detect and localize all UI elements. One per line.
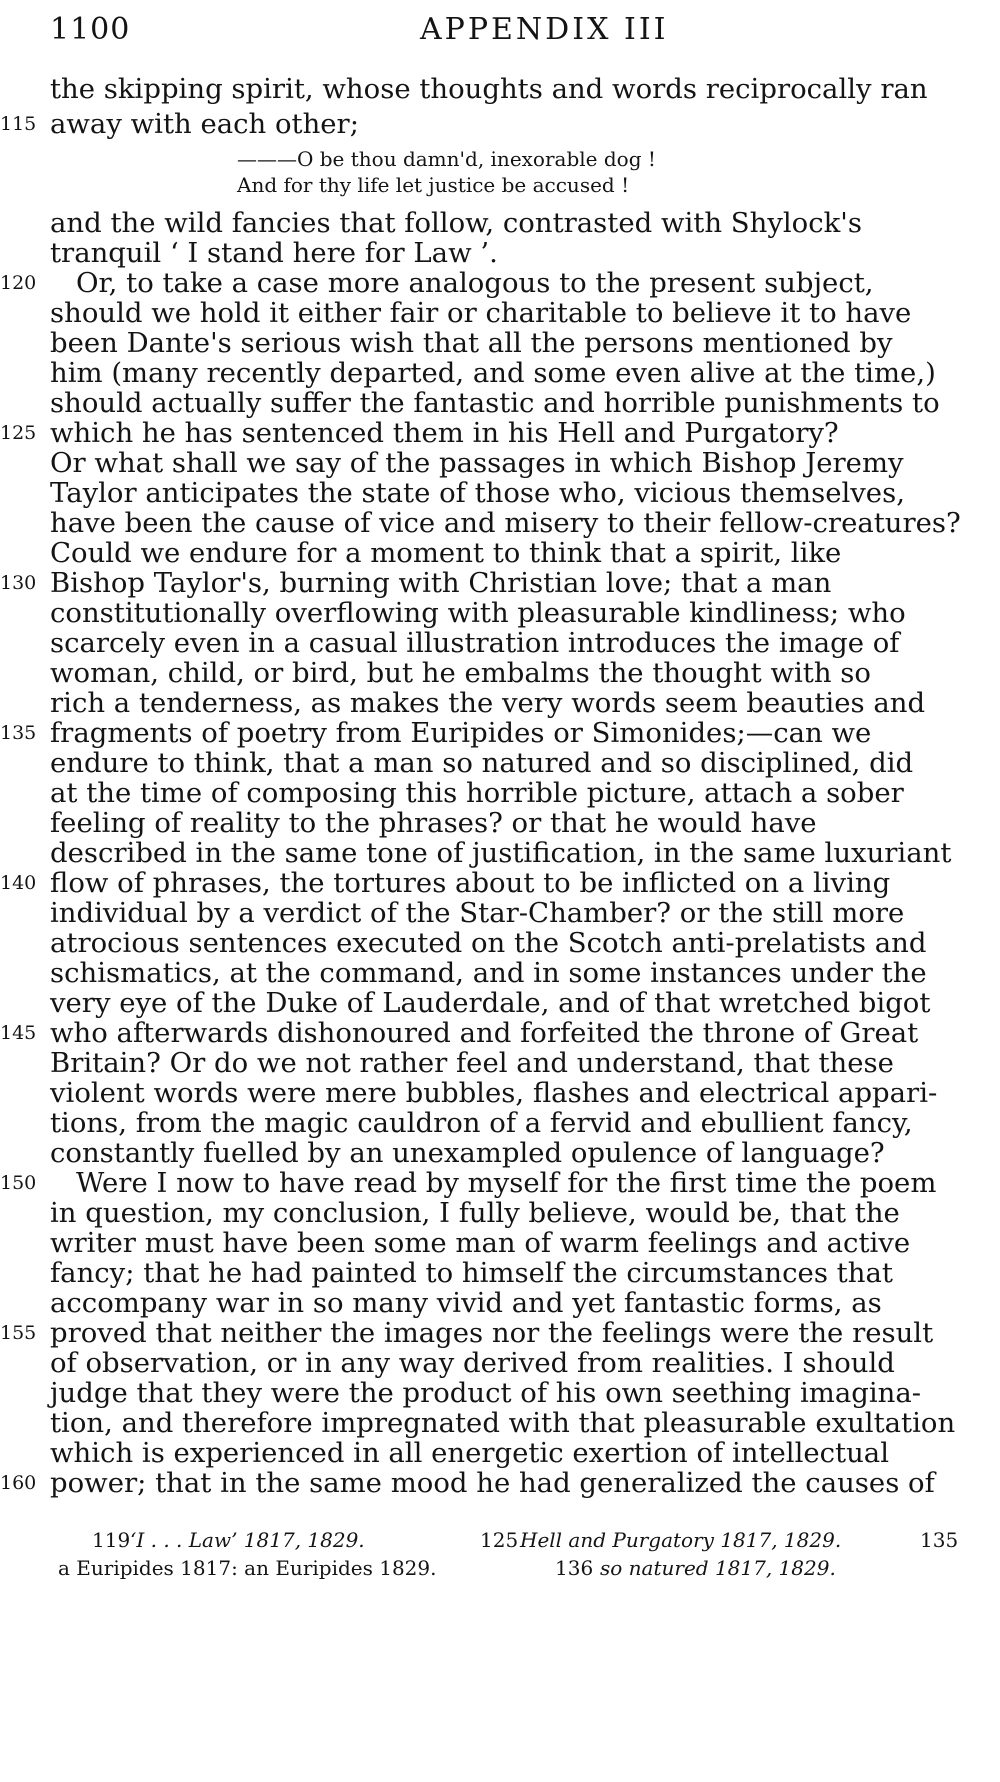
text-line: writer must have been some man of warm feelings and active — [50, 1227, 911, 1259]
text-line: described in the same tone of justification, in the same luxuriant — [50, 837, 952, 869]
text-line: been Dante's serious wish that all the persons mentioned by — [50, 327, 893, 359]
text-line: flow of phrases, the tortures about to be inflicted on a living — [50, 867, 891, 899]
text-line: judge that they were the product of his own seething imagina- — [50, 1377, 922, 1409]
text-line: and the wild fancies that follow, contrasted with Shylock's — [50, 207, 862, 239]
text-line: should we hold it either fair or charitable to believe it to have — [50, 297, 912, 329]
text-line: who afterwards dishonoured and forfeited the throne of Great — [50, 1017, 919, 1049]
text-line: tranquil ‘ I stand here for Law ’. — [50, 237, 498, 269]
footnote-text: a Euripides 1817: an Euripides 1829. — [58, 1556, 437, 1580]
text-line: which he has sentenced them in his Hell and Purgatory? — [50, 417, 839, 449]
text-line: constitutionally overflowing with pleasurable kindliness; who — [50, 597, 906, 629]
line-number: 150 — [0, 1172, 37, 1194]
page-number: 1100 — [50, 12, 131, 47]
text-line: scarcely even in a casual illustration introduces the image of — [50, 627, 900, 659]
footnote-text: so natured 1817, 1829. — [600, 1556, 836, 1580]
text-line: atrocious sentences executed on the Scotch anti-prelatists and — [50, 927, 927, 959]
text-line: Or what shall we say of the passages in which Bishop Jeremy — [50, 447, 904, 479]
text-line: Or, to take a case more analogous to the present subject, — [76, 267, 874, 299]
text-line: away with each other; — [50, 108, 359, 140]
line-number: 140 — [0, 872, 37, 894]
text-line: Were I now to have read by myself for the first time the poem — [76, 1167, 937, 1199]
text-line: at the time of composing this horrible picture, attach a sober — [50, 777, 904, 809]
line-number: 125 — [0, 422, 37, 444]
line-number: 120 — [0, 272, 37, 294]
footnote-text: Hell and Purgatory 1817, 1829. — [520, 1528, 842, 1552]
text-line: accompany war in so many vivid and yet fantastic forms, as — [50, 1287, 882, 1319]
block-quote-line: ———O be thou damn'd, inexorable dog ! — [237, 147, 656, 171]
footnote-text: ‘I . . . Law’ 1817, 1829. — [130, 1528, 365, 1552]
line-number: 115 — [0, 113, 37, 135]
text-line: him (many recently departed, and some even alive at the time,) — [50, 357, 936, 389]
line-number: 145 — [0, 1022, 37, 1044]
footnote-number: 135 — [920, 1528, 959, 1552]
text-line: very eye of the Duke of Lauderdale, and of that wretched bigot — [50, 987, 931, 1019]
text-line: of observation, or in any way derived from realities. I should — [50, 1347, 895, 1379]
text-line: proved that neither the images nor the feelings were the result — [50, 1317, 934, 1349]
text-line: tions, from the magic cauldron of a fervid and ebullient fancy, — [50, 1107, 913, 1139]
text-line: Bishop Taylor's, burning with Christian love; that a man — [50, 567, 832, 599]
text-line: Taylor anticipates the state of those who, vicious themselves, — [50, 477, 905, 509]
text-line: rich a tenderness, as makes the very words seem beauties and — [50, 687, 926, 719]
text-line: endure to think, that a man so natured and so disciplined, did — [50, 747, 914, 779]
text-line: which is experienced in all energetic exertion of intellectual — [50, 1437, 889, 1469]
line-number: 155 — [0, 1322, 37, 1344]
text-line: fancy; that he had painted to himself the circumstances that — [50, 1257, 893, 1289]
footnote-number: 136 — [555, 1556, 594, 1580]
text-line: have been the cause of vice and misery to their fellow-creatures? — [50, 507, 961, 539]
text-line: Could we endure for a moment to think that a spirit, like — [50, 537, 842, 569]
block-quote-line: And for thy life let justice be accused ! — [237, 173, 630, 197]
footnote-number: 125 — [480, 1528, 519, 1552]
text-line: individual by a verdict of the Star-Chamber? or the still more — [50, 897, 905, 929]
text-line: schismatics, at the command, and in some instances under the — [50, 957, 927, 989]
line-number: 130 — [0, 572, 37, 594]
text-line: woman, child, or bird, but he embalms the thought with so — [50, 657, 871, 689]
text-line: power; that in the same mood he had generalized the causes of — [50, 1467, 935, 1499]
text-line: Britain? Or do we not rather feel and understand, that these — [50, 1047, 894, 1079]
line-number: 160 — [0, 1472, 37, 1494]
running-head: APPENDIX III — [420, 12, 669, 47]
text-line: in question, my conclusion, I fully believe, would be, that the — [50, 1197, 900, 1229]
text-line: constantly fuelled by an unexampled opulence of language? — [50, 1137, 885, 1169]
text-line: feeling of reality to the phrases? or that he would have — [50, 807, 817, 839]
line-number: 135 — [0, 722, 37, 744]
text-line: the skipping spirit, whose thoughts and words reciprocally ran — [50, 73, 928, 105]
text-line: violent words were mere bubbles, flashes and electrical appari- — [50, 1077, 938, 1109]
footnote-number: 119 — [92, 1528, 131, 1552]
text-line: fragments of poetry from Euripides or Simonides;—can we — [50, 717, 872, 749]
text-line: should actually suffer the fantastic and horrible punishments to — [50, 387, 940, 419]
text-line: tion, and therefore impregnated with that pleasurable exultation — [50, 1407, 956, 1439]
page-header — [50, 12, 950, 62]
